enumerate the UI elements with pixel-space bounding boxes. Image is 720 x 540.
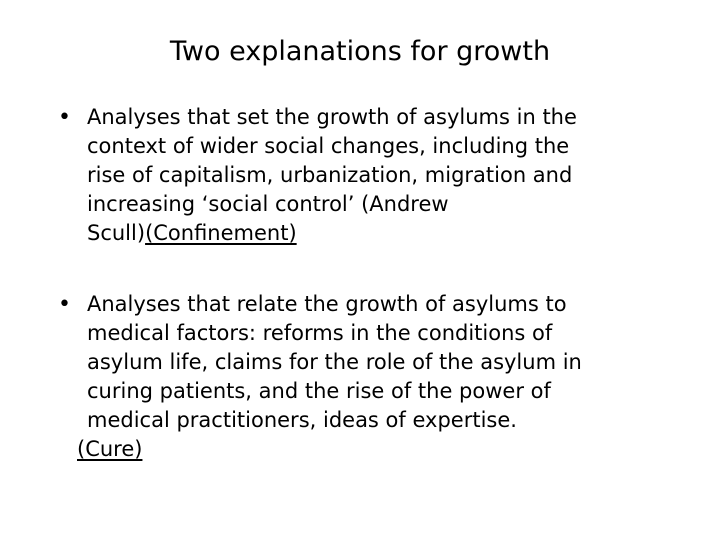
bullet-line-last [77,435,658,464]
bullet-line: context of wider social changes, including the [87,134,570,158]
bullet-line: increasing ‘social control’ (Andrew [87,192,449,216]
bullet-line: Analyses that relate the growth of asylums to [87,292,567,316]
bullet-line: medical practitioners, ideas of expertise. [87,408,517,432]
bullet-line: asylum life, claims for the role of the asylum in [87,350,582,374]
bullet-line: medical factors: reforms in the conditions of [87,321,553,345]
bullet-line: rise of capitalism, urbanization, migration and [87,163,573,187]
bullet-line-last [87,219,658,248]
bullet-item-cure [58,290,658,464]
bullet-text [87,103,658,248]
bullet-line: Analyses that set the growth of asylums in the [87,105,577,129]
slide-title: Two explanations for growth [169,36,551,67]
bullet-marker: • [58,292,71,317]
bullet-item-confinement [58,103,658,248]
bullet-marker: • [58,105,71,130]
confinement-link[interactable]: (Confinement) [145,221,297,245]
bullet-line: curing patients, and the rise of the power of [87,379,551,403]
bullet-text [77,290,658,464]
cure-link[interactable]: (Cure) [77,437,143,461]
bullet-line-text: Scull) [87,221,146,245]
